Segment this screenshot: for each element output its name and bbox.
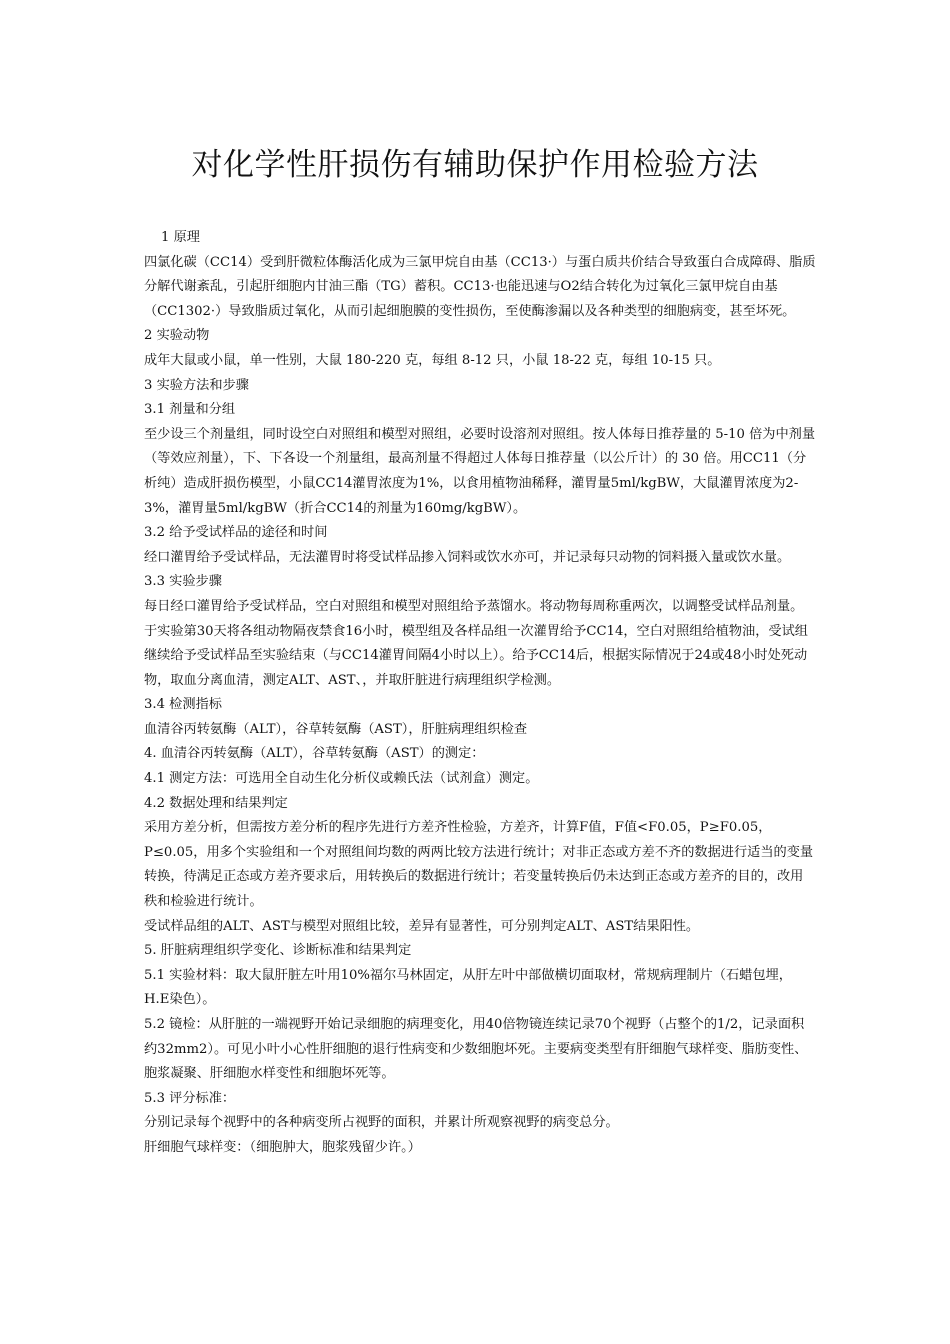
section-heading: 2 实验动物 — [144, 328, 210, 344]
section-heading: 4. 血清谷丙转氨酶（ALT），谷草转氨酶（AST）的测定： — [144, 746, 485, 762]
body-paragraph: 至少设三个剂量组，同时设空白对照组和模型对照组，必要时设溶剂对照组。按人体每日推荐量的 5-10 倍为中剂量（等效应剂量），下、下各设一个剂量组，最高剂量不得超过人体每日推荐量（以公斤计）的 30 倍。用CC11（分析纯）造成肝损伤模型，小鼠CC14灌胃浓度为1%，以食用植物油稀释，灌胃量5ml/kgBW，大鼠灌胃浓度为2-3%，灌胃量5ml/kgBW（折合CC14的剂量为160mg/kgBW）。 — [144, 426, 816, 516]
body-paragraph: 受试样品组的ALT、AST与模型对照组比较，差异有显著性，可分别判定ALT、AST结果阳性。 — [144, 918, 700, 934]
body-paragraph: 肝细胞气球样变：（细胞肿大，胞浆残留少许。） — [144, 1139, 421, 1155]
subsection-heading: 3.1 剂量和分组 — [144, 402, 236, 418]
section-heading: 3 实验方法和步骤 — [144, 377, 249, 393]
body-paragraph: 分别记录每个视野中的各种病变所占视野的面积，并累计所观察视野的病变总分。 — [144, 1115, 619, 1131]
body-paragraph: 每日经口灌胃给予受试样品，空白对照组和模型对照组给予蒸馏水。将动物每周称重两次，以调整受试样品剂量。于实验第30天将各组动物隔夜禁食16小时，模型组及各样品组一次灌胃给予CC14，空白对照组给植物油，受试组继续给予受试样品至实验结束（与CC14灌胃间隔4小时以上）。给予CC14后，根据实际情况于24或48小时处死动物，取血分离血清，测定ALT、AST、，并取肝脏进行病理组织学检测。 — [144, 598, 808, 688]
subsection-heading: 4.2 数据处理和结果判定 — [144, 795, 288, 811]
subsection-heading: 3.4 检测指标 — [144, 697, 222, 713]
subsection-heading: 3.3 实验步骤 — [144, 574, 222, 590]
section-heading: 5. 肝脏病理组织学变化、诊断标准和结果判定 — [144, 943, 412, 959]
subsection-heading: 3.2 给予受试样品的途径和时间 — [144, 525, 328, 541]
body-paragraph: 经口灌胃给予受试样品，无法灌胃时将受试样品掺入饲料或饮水亦可，并记录每只动物的饲料摄入量或饮水量。 — [144, 549, 791, 565]
subsection-heading: 5.3 评分标准： — [144, 1090, 236, 1106]
body-paragraph: 采用方差分析，但需按方差分析的程序先进行方差齐性检验，方差齐，计算F值，F值<F0.05，P≥F0.05，P≤0.05，用多个实验组和一个对照组间均数的两两比较方法进行统计；对非正态或方差不齐的数据进行适当的变量转换，待满足正态或方差齐要求后，用转换后的数据进行统计；若变量转换后仍未达到正态或方差齐的目的，改用秩和检验进行统计。 — [144, 820, 814, 910]
body-paragraph: 5.1 实验材料：取大鼠肝脏左叶用10%福尔马林固定，从肝左叶中部做横切面取材，常规病理制片（石蜡包埋，H.E染色）。 — [144, 967, 792, 1008]
body-paragraph: 四氯化碳（CC14）受到肝微粒体酶活化成为三氯甲烷自由基（CC13·）与蛋白质共价结合导致蛋白合成障碍、脂质分解代谢紊乱，引起肝细胞内甘油三酯（TG）蓄积。CC13·也能迅速与O2结合转化为过氧化三氯甲烷自由基（CC1302·）导致脂质过氧化，从而引起细胞膜的变性损伤，至使酶渗漏以及各种类型的细胞病变，甚至坏死。 — [144, 254, 816, 319]
document-title: 对化学性肝损伤有辅助保护作用检验方法 — [191, 147, 759, 183]
body-paragraph: 成年大鼠或小鼠，单一性别，大鼠 180-220 克，每组 8-12 只，小鼠 18-22 克，每组 10-15 只。 — [144, 352, 721, 368]
body-paragraph: 5.2 镜检：从肝脏的一端视野开始记录细胞的病理变化，用40倍物镜连续记录70个视野（占整个的1/2，记录面积约32mm2）。可见小叶小心性肝细胞的退行性病变和少数细胞坏死。主要病变类型有肝细胞气球样变、脂肪变性、胞浆凝聚、肝细胞水样变性和细胞坏死等。 — [144, 1017, 808, 1082]
document-body — [144, 226, 816, 1161]
body-paragraph: 血清谷丙转氨酶（ALT），谷草转氨酶（AST），肝脏病理组织检查 — [144, 721, 528, 737]
section-heading: 1 原理 — [161, 230, 200, 245]
body-paragraph: 4.1 测定方法：可选用全自动生化分析仪或赖氏法（试剂盒）测定。 — [144, 771, 539, 787]
